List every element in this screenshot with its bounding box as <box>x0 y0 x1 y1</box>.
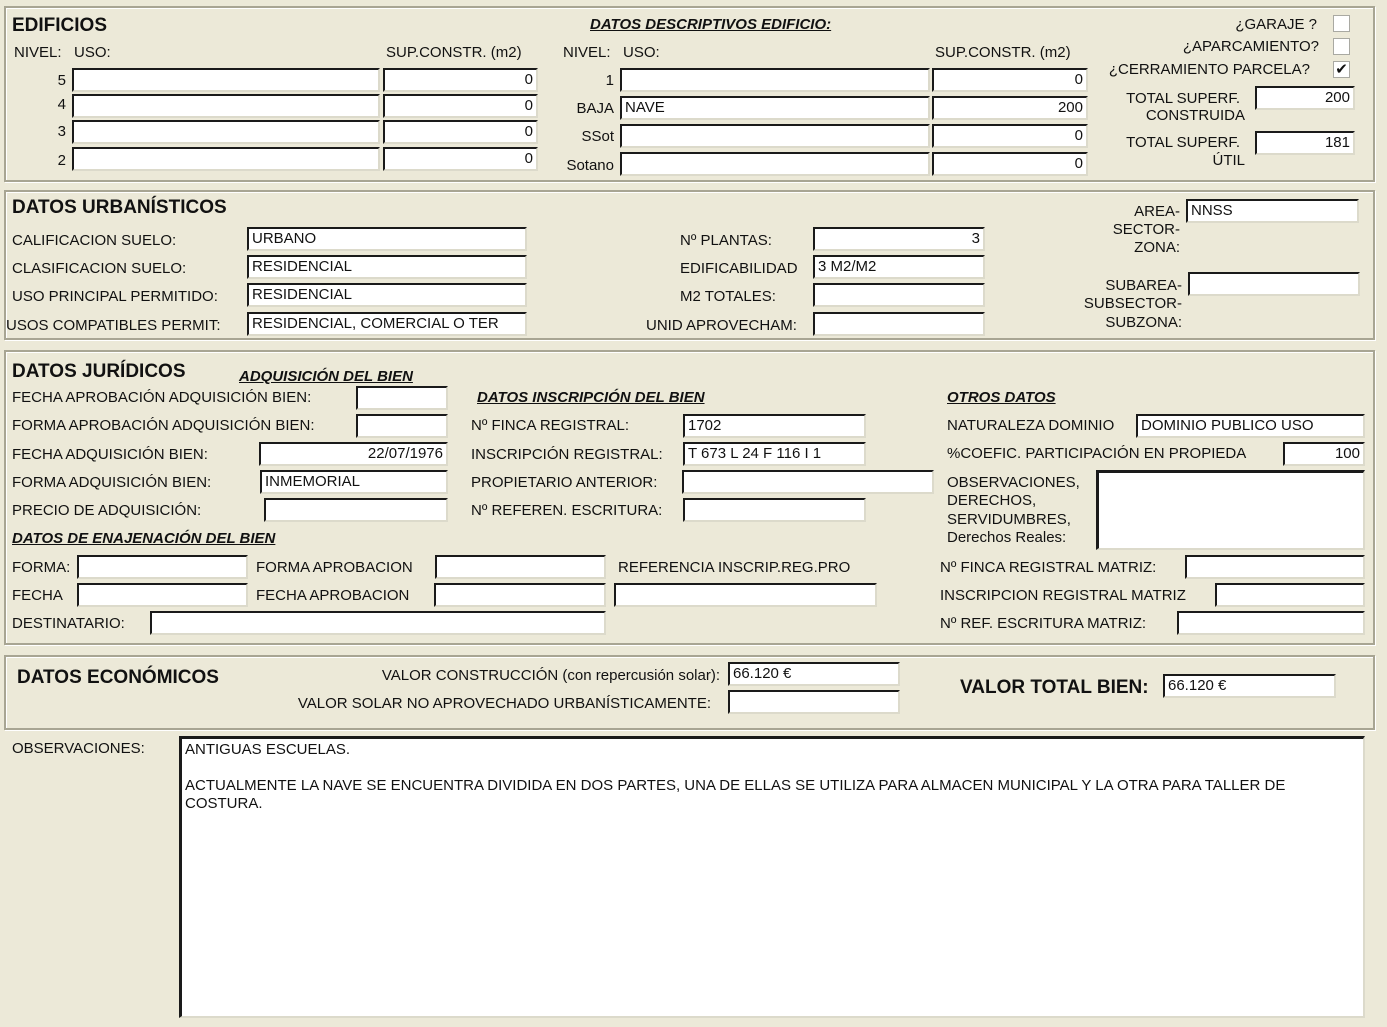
col-uso-right: USO: <box>623 44 660 61</box>
checkmark-icon: ✔ <box>1335 61 1348 78</box>
uso-field[interactable] <box>620 152 930 176</box>
coefic-field[interactable]: 100 <box>1283 442 1365 466</box>
ref-escritura-matriz-field[interactable] <box>1177 611 1365 635</box>
nivel-label: 5 <box>57 72 66 89</box>
forma-aprob-field[interactable] <box>356 414 448 438</box>
fecha-aprobacion-label: FECHA APROBACION <box>256 587 410 604</box>
propietario-label: PROPIETARIO ANTERIOR: <box>471 474 658 491</box>
area-label-2: SECTOR- <box>1112 221 1180 238</box>
subarea-label-3: SUBZONA: <box>1105 314 1182 331</box>
clasificacion-field[interactable]: RESIDENCIAL <box>247 255 527 279</box>
valor-total-label: VALOR TOTAL BIEN: <box>960 677 1149 698</box>
fecha-aprobacion-field[interactable] <box>434 583 606 607</box>
enajenacion-title: DATOS DE ENAJENACIÓN DEL BIEN <box>12 530 276 547</box>
uso-field[interactable] <box>72 147 380 171</box>
uso-field[interactable] <box>620 68 930 92</box>
naturaleza-field[interactable]: DOMINIO PUBLICO USO <box>1136 414 1365 438</box>
aparcamiento-label: ¿APARCAMIENTO? <box>1182 38 1319 55</box>
observ-derechos-label: OBSERVACIONES, <box>947 474 1080 491</box>
urbanisticos-title: DATOS URBANÍSTICOS <box>12 197 227 218</box>
calificacion-field[interactable]: URBANO <box>247 227 527 251</box>
sup-field[interactable]: 0 <box>932 68 1088 92</box>
uso-field[interactable] <box>72 120 380 144</box>
subarea-field[interactable] <box>1188 272 1360 296</box>
garaje-checkbox[interactable] <box>1333 15 1350 32</box>
fecha-field[interactable] <box>77 583 248 607</box>
uso-principal-field[interactable]: RESIDENCIAL <box>247 283 527 307</box>
naturaleza-label: NATURALEZA DOMINIO <box>947 417 1115 434</box>
observ-derechos-label-4: Derechos Reales: <box>947 529 1067 546</box>
uso-field[interactable]: NAVE <box>620 96 930 120</box>
forma-aprob-label: FORMA APROBACIÓN ADQUISICIÓN BIEN: <box>12 417 315 434</box>
finca-matriz-label: Nº FINCA REGISTRAL MATRIZ: <box>940 559 1157 576</box>
forma-aprobacion-label: FORMA APROBACION <box>256 559 413 576</box>
inscripcion-matriz-field[interactable] <box>1215 583 1365 607</box>
precio-field[interactable] <box>264 498 448 522</box>
uso-principal-label: USO PRINCIPAL PERMITIDO: <box>12 288 218 305</box>
area-label: AREA- <box>1134 203 1180 220</box>
forma-aprobacion-field[interactable] <box>435 555 606 579</box>
destinatario-label: DESTINATARIO: <box>12 615 125 632</box>
subarea-label: SUBAREA- <box>1105 277 1182 294</box>
sup-field[interactable]: 0 <box>383 147 538 171</box>
nivel-label: SSot <box>581 128 614 145</box>
garaje-label: ¿GARAJE ? <box>1235 16 1317 33</box>
valor-solar-label: VALOR SOLAR NO APROVECHADO URBANÍSTICAMENTE: <box>297 695 711 712</box>
referen-field[interactable] <box>683 498 866 522</box>
precio-label: PRECIO DE ADQUISICIÓN: <box>12 502 202 519</box>
referen-label: Nº REFEREN. ESCRITURA: <box>471 502 663 519</box>
sup-field[interactable]: 0 <box>932 124 1088 148</box>
total-construida-field[interactable]: 200 <box>1255 86 1355 110</box>
edificabilidad-label: EDIFICABILIDAD <box>680 260 798 277</box>
observ-derechos-label-3: SERVIDUMBRES, <box>947 511 1071 528</box>
total-util-label: TOTAL SUPERF. <box>1126 134 1240 151</box>
referencia-field[interactable] <box>614 583 877 607</box>
area-label-3: ZONA: <box>1134 239 1180 256</box>
forma-adq-label: FORMA ADQUISICIÓN BIEN: <box>12 474 212 491</box>
inscripcion-title: DATOS INSCRIPCIÓN DEL BIEN <box>477 389 705 406</box>
col-nivel-right: NIVEL: <box>563 44 611 61</box>
nivel-label: 1 <box>605 72 614 89</box>
observ-derechos-label-2: DERECHOS, <box>947 492 1037 509</box>
forma-field[interactable] <box>77 555 248 579</box>
calificacion-label: CALIFICACION SUELO: <box>12 232 177 249</box>
uso-field[interactable] <box>72 94 380 118</box>
referencia-label: REFERENCIA INSCRIP.REG.PRO <box>618 559 851 576</box>
nivel-label: 3 <box>57 123 66 140</box>
uso-field[interactable] <box>72 68 380 92</box>
observaciones-textarea[interactable]: ANTIGUAS ESCUELAS. ACTUALMENTE LA NAVE SE ENCUENTRA DIVIDIDA EN DOS PARTES, UNA DE ELLAS SE UTILIZA PARA ALMACEN MUNICIPAL Y LA OTRA PARA TALLER DE COSTURA. <box>179 736 1365 1018</box>
nivel-label: Sotano <box>566 157 614 174</box>
sup-field[interactable]: 0 <box>932 152 1088 176</box>
observ-derechos-textarea[interactable] <box>1096 470 1365 550</box>
usos-compatibles-field[interactable]: RESIDENCIAL, COMERCIAL O TER <box>247 312 527 336</box>
economicos-title: DATOS ECONÓMICOS <box>17 667 219 688</box>
nivel-label: BAJA <box>576 100 614 117</box>
col-sup-right: SUP.CONSTR. (m2) <box>935 44 1071 61</box>
subarea-label-2: SUBSECTOR- <box>1083 295 1182 312</box>
total-construida-label: TOTAL SUPERF. <box>1126 90 1240 107</box>
valor-construccion-field[interactable]: 66.120 € <box>728 662 900 686</box>
sup-field[interactable]: 0 <box>383 68 538 92</box>
adquisicion-title: ADQUISICIÓN DEL BIEN <box>239 368 413 385</box>
m2-totales-label: M2 TOTALES: <box>680 288 776 305</box>
total-construida-label-2: CONSTRUIDA <box>1145 107 1245 124</box>
valor-total-field[interactable]: 66.120 € <box>1163 674 1336 698</box>
inscripcion-field[interactable]: T 673 L 24 F 116 I 1 <box>683 442 866 466</box>
coefic-label: %COEFIC. PARTICIPACIÓN EN PROPIEDA <box>947 445 1247 462</box>
finca-label: Nº FINCA REGISTRAL: <box>471 417 630 434</box>
fecha-label: FECHA <box>12 587 63 604</box>
unid-aprovecham-field[interactable] <box>813 312 985 336</box>
inscripcion-label: INSCRIPCIÓN REGISTRAL: <box>471 446 663 463</box>
destinatario-field[interactable] <box>150 611 606 635</box>
inscripcion-matriz-label: INSCRIPCION REGISTRAL MATRIZ <box>940 587 1186 604</box>
sup-field[interactable]: 0 <box>383 120 538 144</box>
unid-aprovecham-label: UNID APROVECHAM: <box>646 317 797 334</box>
area-field[interactable]: NNSS <box>1186 199 1359 223</box>
sup-field[interactable]: 200 <box>932 96 1088 120</box>
nivel-label: 2 <box>57 152 66 169</box>
fecha-adq-field[interactable]: 22/07/1976 <box>259 442 448 466</box>
nivel-label: 4 <box>57 96 66 113</box>
col-uso-left: USO: <box>74 44 111 61</box>
datos-descriptivos-title: DATOS DESCRIPTIVOS EDIFICIO: <box>590 16 832 33</box>
m2-totales-field[interactable] <box>813 283 985 307</box>
juridicos-title: DATOS JURÍDICOS <box>12 361 186 382</box>
usos-compatibles-label: USOS COMPATIBLES PERMIT: <box>6 317 221 334</box>
total-util-field[interactable]: 181 <box>1255 131 1355 155</box>
ref-escritura-matriz-label: Nº REF. ESCRITURA MATRIZ: <box>940 615 1147 632</box>
fecha-aprob-label: FECHA APROBACIÓN ADQUISICIÓN BIEN: <box>12 389 312 406</box>
forma-adq-field[interactable]: INMEMORIAL <box>260 470 448 494</box>
otros-datos-title: OTROS DATOS <box>947 389 1056 406</box>
total-util-label-2: ÚTIL <box>1212 152 1245 169</box>
edificabilidad-field[interactable]: 3 M2/M2 <box>813 255 985 279</box>
fecha-aprob-field[interactable] <box>356 386 448 410</box>
finca-matriz-field[interactable] <box>1185 555 1365 579</box>
col-nivel-left: NIVEL: <box>14 44 62 61</box>
cerramiento-checkbox[interactable] <box>1333 61 1350 78</box>
valor-solar-field[interactable] <box>728 690 900 714</box>
plantas-field[interactable]: 3 <box>813 227 985 251</box>
plantas-label: Nº PLANTAS: <box>680 232 772 249</box>
forma-label: FORMA: <box>12 559 71 576</box>
sup-field[interactable]: 0 <box>383 94 538 118</box>
observaciones-label: OBSERVACIONES: <box>12 740 145 757</box>
fecha-adq-label: FECHA ADQUISICIÓN BIEN: <box>12 446 208 463</box>
propietario-field[interactable] <box>682 470 934 494</box>
cerramiento-label: ¿CERRAMIENTO PARCELA? <box>1108 61 1310 78</box>
col-sup-left: SUP.CONSTR. (m2) <box>386 44 522 61</box>
uso-field[interactable] <box>620 124 930 148</box>
finca-field[interactable]: 1702 <box>683 414 866 438</box>
edificios-title: EDIFICIOS <box>12 15 108 36</box>
valor-construccion-label: VALOR CONSTRUCCIÓN (con repercusión solar): <box>381 667 720 684</box>
clasificacion-label: CLASIFICACION SUELO: <box>12 260 187 277</box>
aparcamiento-checkbox[interactable] <box>1333 38 1350 55</box>
